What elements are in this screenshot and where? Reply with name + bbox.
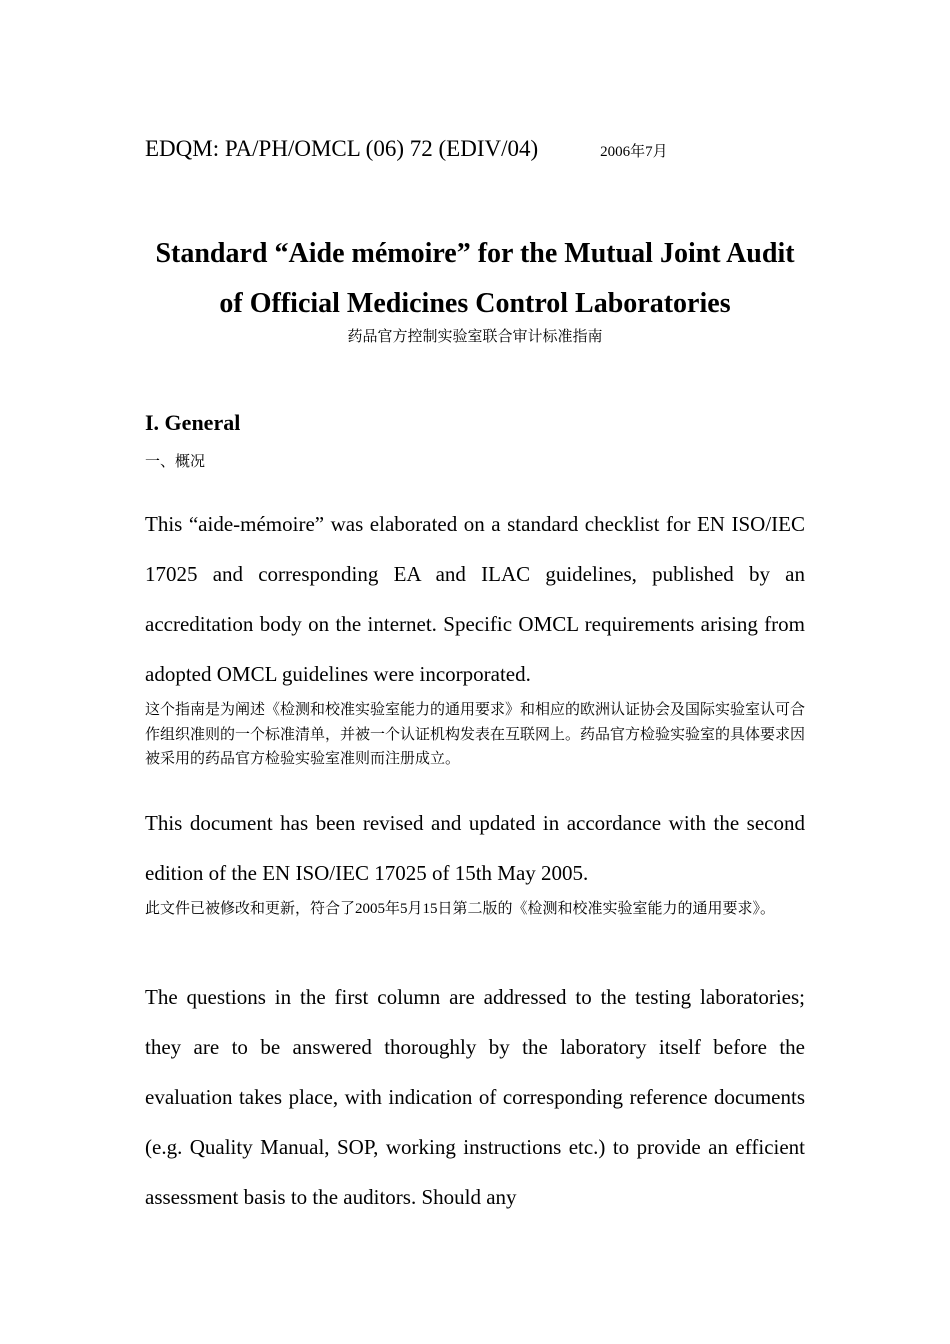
paragraph-2-en: This document has been revised and updated in accordance with the second edition of the EN ISO/IEC 17025 of 15th May 2005. — [145, 811, 805, 885]
title-line-1: Standard “Aide mémoire” for the Mutual Joint Audit — [155, 238, 795, 269]
paragraph-2-cn: 此文件已被修改和更新，符合了2005年5月15日第二版的《检测和校准实验室能力的通用要求》。 — [145, 901, 776, 917]
document-reference: EDQM: PA/PH/OMCL (06) 72 (EDIV/04) — [145, 136, 539, 161]
document-title — [145, 229, 805, 329]
document-subtitle-cn: 药品官方控制实验室联合审计标准指南 — [347, 329, 603, 345]
paragraph-3-en: The questions in the first column are addressed to the testing laboratories; they are to be answered thoroughly by the laboratory itself before the evaluation takes place, with indication of corresponding reference documents (e.g. Quality Manual, SOP, working instructions etc.) to provide an efficient assessment basis to the auditors. Should any — [145, 985, 805, 1209]
paragraph-1-en: This “aide-mémoire” was elaborated on a standard checklist for EN ISO/IEC 17025 and corresponding EA and ILAC guidelines, published by an accreditation body on the internet. Specific OMCL requirements arising from adopted OMCL guidelines were incorporated. — [145, 512, 805, 686]
document-date: 2006年7月 — [600, 144, 668, 160]
section-heading-cn: 一、概况 — [145, 454, 206, 470]
section-heading: I. General — [145, 410, 241, 435]
document-header — [145, 136, 668, 162]
title-line-2: of Official Medicines Control Laboratories — [219, 288, 731, 319]
paragraph-1-cn: 这个指南是为阐述《检测和校准实验室能力的通用要求》和相应的欧洲认证协会及国际实验室认可合作组织准则的一个标准清单，并被一个认证机构发表在互联网上。药品官方检验实验室的具体要求因被采用的药品官方检验实验室准则而注册成立。 — [145, 702, 806, 767]
